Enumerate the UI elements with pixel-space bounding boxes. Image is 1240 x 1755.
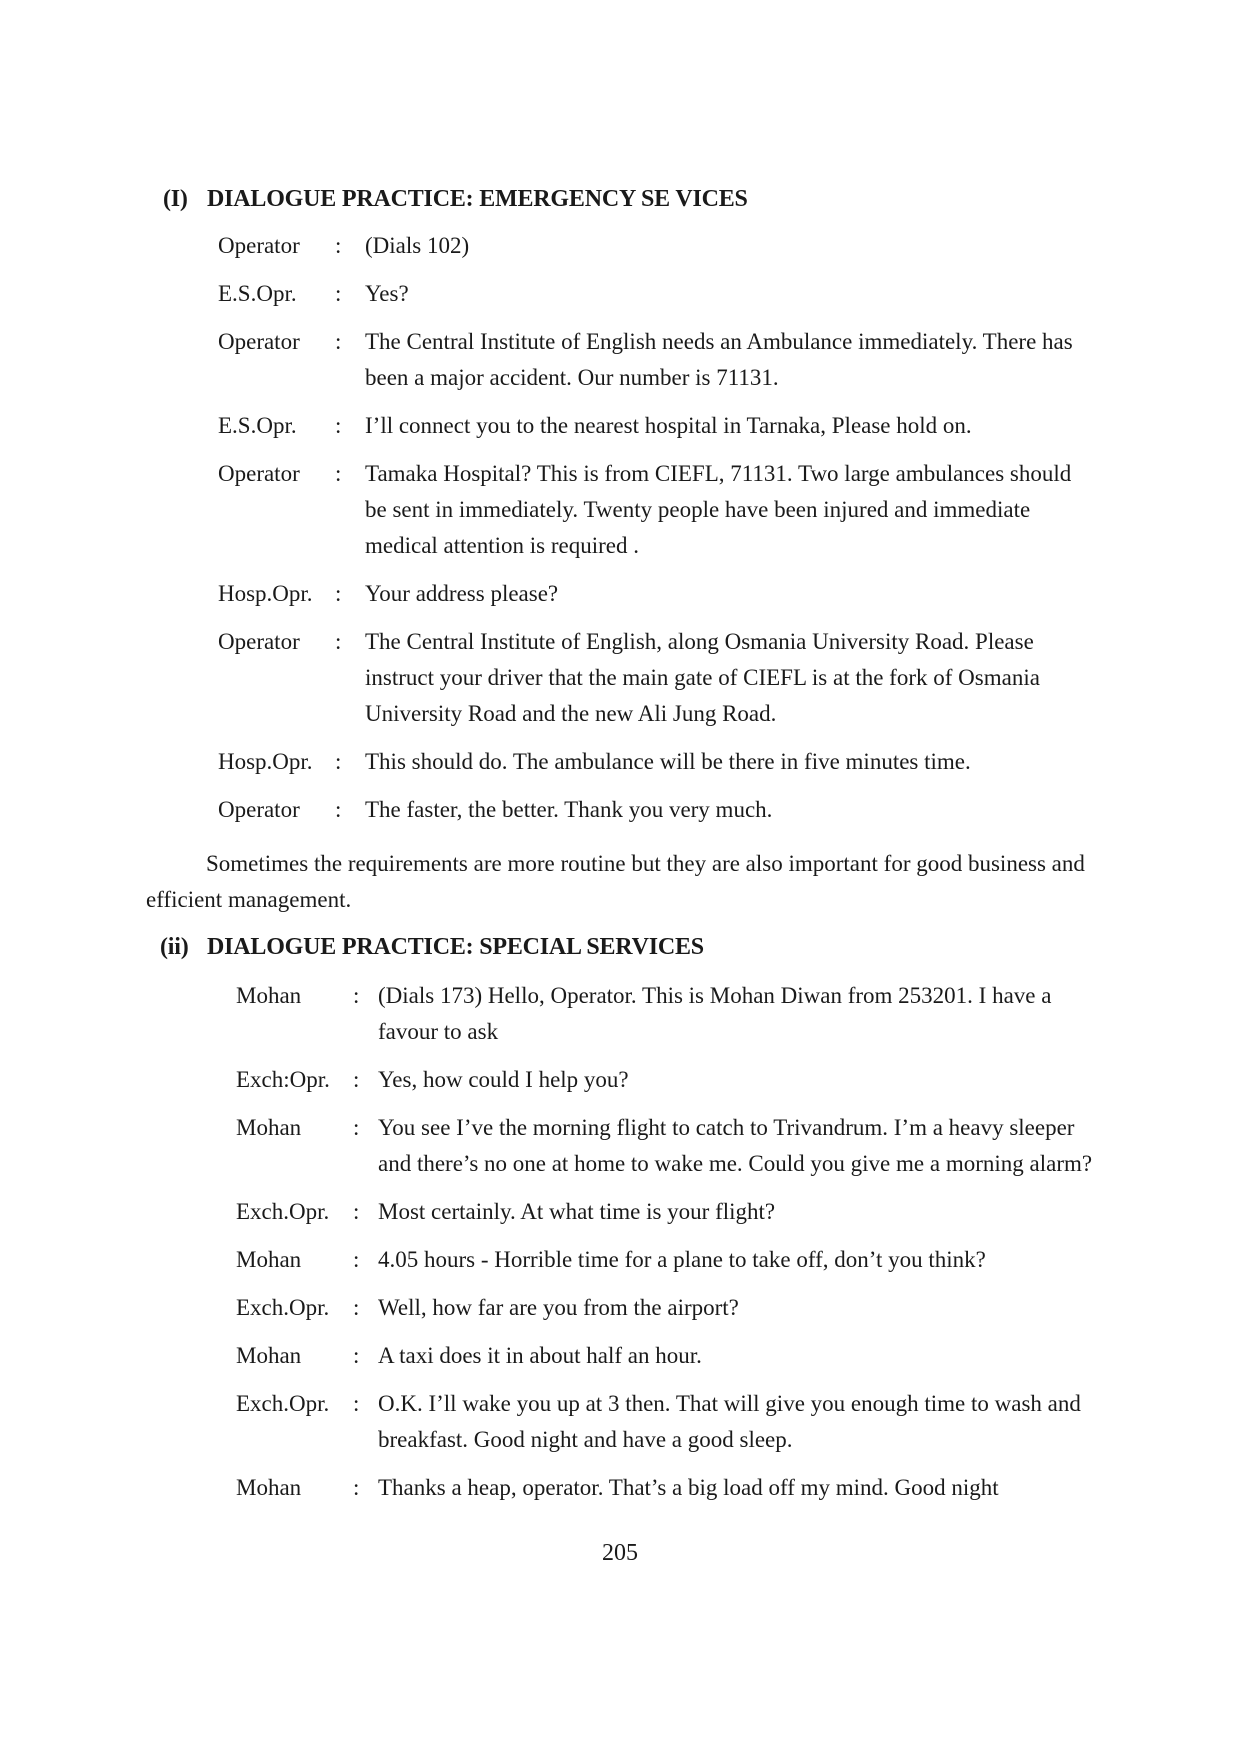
speaker: Exch.Opr. <box>236 1199 330 1224</box>
page-number: 205 <box>602 1540 638 1566</box>
speech: (Dials 102) <box>365 233 470 258</box>
speech: (Dials 173) Hello, Operator. This is Mohan Diwan from 253201. I have a favour to ask <box>378 983 1052 1044</box>
colon: : <box>353 1199 360 1224</box>
speech: O.K. I’ll wake you up at 3 then. That will give you enough time to wash and breakfast. Good night and have a good sleep. <box>378 1391 1081 1452</box>
dialogue-line <box>218 276 1098 312</box>
colon: : <box>335 329 342 354</box>
speaker: Exch.Opr. <box>236 1391 330 1416</box>
speech: Yes, how could I help you? <box>378 1067 629 1092</box>
speech: 4.05 hours - Horrible time for a plane to take off, don’t you think? <box>378 1247 986 1272</box>
dialogue-line <box>218 324 1098 396</box>
speech: Thanks a heap, operator. That’s a big load off my mind. Good night <box>378 1475 999 1500</box>
dialogue-special-services <box>236 978 1102 1518</box>
colon: : <box>353 1115 360 1140</box>
body-paragraph: Sometimes the requirements are more routine but they are also important for good business and efficient management. <box>146 851 1085 912</box>
dialogue-line <box>236 1290 1102 1326</box>
colon: : <box>353 1343 360 1368</box>
speaker: Mohan <box>236 1343 302 1368</box>
section-heading-emergency <box>163 186 748 213</box>
speaker: Exch.Opr. <box>236 1295 330 1320</box>
colon: : <box>335 413 342 438</box>
colon: : <box>335 629 342 654</box>
speech: Yes? <box>365 281 409 306</box>
speaker: Hosp.Opr. <box>218 581 313 606</box>
dialogue-line <box>236 1338 1102 1374</box>
speaker: Mohan <box>236 1247 302 1272</box>
colon: : <box>335 233 342 258</box>
section-title: DIALOGUE PRACTICE: SPECIAL SERVICES <box>207 934 704 960</box>
dialogue-line <box>218 228 1098 264</box>
colon: : <box>335 461 342 486</box>
speaker: Operator <box>218 797 300 822</box>
colon: : <box>335 797 342 822</box>
speech: The faster, the better. Thank you very much. <box>365 797 773 822</box>
speech: Your address please? <box>365 581 559 606</box>
speech: This should do. The ambulance will be there in five minutes time. <box>365 749 971 774</box>
dialogue-line <box>218 456 1098 564</box>
dialogue-line <box>218 408 1098 444</box>
section-title: DIALOGUE PRACTICE: EMERGENCY SE VICES <box>207 186 748 212</box>
speaker: Operator <box>218 629 300 654</box>
speaker: Mohan <box>236 1475 302 1500</box>
speech: Most certainly. At what time is your flight? <box>378 1199 776 1224</box>
dialogue-line <box>236 1062 1102 1098</box>
colon: : <box>353 1475 360 1500</box>
speech: The Central Institute of English, along Osmania University Road. Please instruct your driver that the main gate of CIEFL is at the fork of Osmania University Road and the new Ali Jung Road. <box>365 629 1040 726</box>
colon: : <box>353 1295 360 1320</box>
speech: Tamaka Hospital? This is from CIEFL, 71131. Two large ambulances should be sent in immediately. Twenty people have been injured and immediate medical attention is required . <box>365 461 1072 558</box>
speech: A taxi does it in about half an hour. <box>378 1343 702 1368</box>
dialogue-line <box>236 1110 1102 1182</box>
dialogue-line <box>218 576 1098 612</box>
dialogue-line <box>236 1386 1102 1458</box>
speech: I’ll connect you to the nearest hospital in Tarnaka, Please hold on. <box>365 413 972 438</box>
colon: : <box>353 1067 360 1092</box>
colon: : <box>353 983 360 1008</box>
dialogue-line <box>236 1470 1102 1506</box>
colon: : <box>335 281 342 306</box>
speaker: Exch:Opr. <box>236 1067 330 1092</box>
section-heading-special <box>160 934 704 961</box>
section-number: (I) <box>163 186 188 212</box>
speaker: Operator <box>218 329 300 354</box>
dialogue-line <box>236 1194 1102 1230</box>
speech: The Central Institute of English needs an Ambulance immediately. There has been a major accident. Our number is 71131. <box>365 329 1073 390</box>
colon: : <box>353 1391 360 1416</box>
speech: Well, how far are you from the airport? <box>378 1295 739 1320</box>
dialogue-emergency-services <box>218 228 1098 840</box>
dialogue-line <box>218 744 1098 780</box>
dialogue-line <box>218 792 1098 828</box>
colon: : <box>335 749 342 774</box>
colon: : <box>353 1247 360 1272</box>
colon: : <box>335 581 342 606</box>
speaker: Mohan <box>236 1115 302 1140</box>
speaker: E.S.Opr. <box>218 413 297 438</box>
section-number: (ii) <box>160 934 189 960</box>
dialogue-line <box>236 978 1102 1050</box>
speech: You see I’ve the morning flight to catch to Trivandrum. I’m a heavy sleeper and there’s no one at home to wake me. Could you give me a morning alarm? <box>378 1115 1093 1176</box>
speaker: Operator <box>218 233 300 258</box>
dialogue-line <box>218 624 1098 732</box>
speaker: Hosp.Opr. <box>218 749 313 774</box>
speaker: Mohan <box>236 983 302 1008</box>
speaker: Operator <box>218 461 300 486</box>
speaker: E.S.Opr. <box>218 281 297 306</box>
dialogue-line <box>236 1242 1102 1278</box>
